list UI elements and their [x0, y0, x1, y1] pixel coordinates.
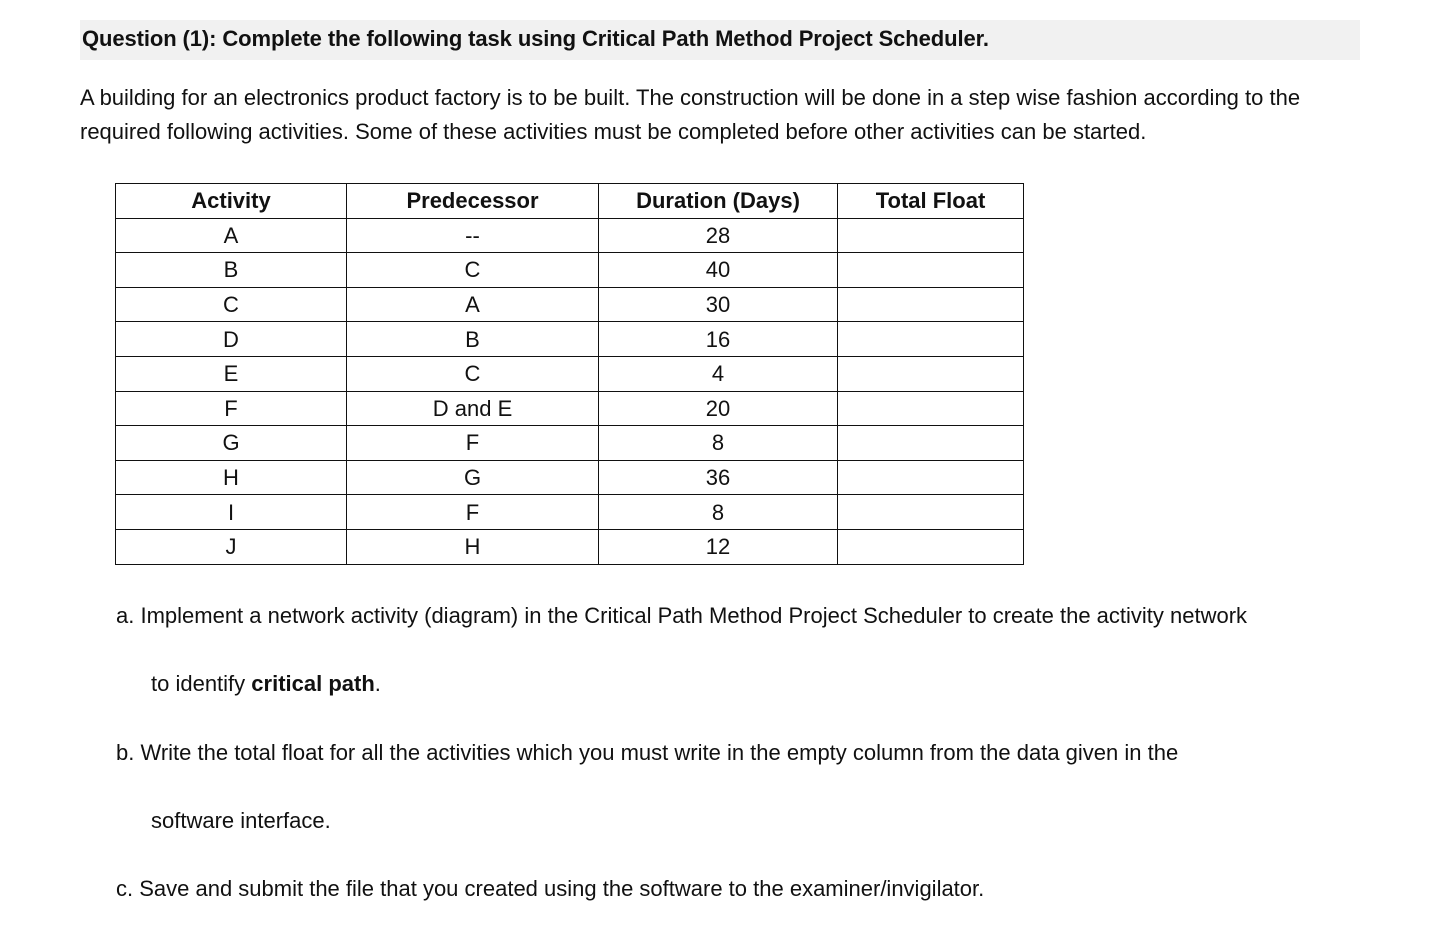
cell-total-float	[838, 460, 1024, 495]
cell-total-float	[838, 322, 1024, 357]
cell-total-float	[838, 529, 1024, 564]
cell-activity: B	[116, 253, 347, 288]
cell-activity: J	[116, 529, 347, 564]
cell-predecessor: C	[347, 253, 599, 288]
cell-total-float	[838, 253, 1024, 288]
cell-predecessor: C	[347, 356, 599, 391]
task-b-continuation: software interface.	[151, 808, 331, 833]
cell-activity: I	[116, 495, 347, 530]
task-a-prefix: to identify	[151, 671, 252, 696]
table-row	[116, 218, 1024, 253]
cell-predecessor: F	[347, 426, 599, 461]
cell-activity: A	[116, 218, 347, 253]
cell-activity: E	[116, 356, 347, 391]
cell-total-float	[838, 287, 1024, 322]
table-row	[116, 426, 1024, 461]
cell-predecessor: G	[347, 460, 599, 495]
header-activity: Activity	[116, 184, 347, 219]
header-duration: Duration (Days)	[599, 184, 838, 219]
cell-duration: 8	[599, 495, 838, 530]
cell-duration: 30	[599, 287, 838, 322]
cell-duration: 20	[599, 391, 838, 426]
header-predecessor: Predecessor	[347, 184, 599, 219]
table-header-row	[116, 184, 1024, 219]
cell-duration: 16	[599, 322, 838, 357]
table-row	[116, 356, 1024, 391]
cell-predecessor: F	[347, 495, 599, 530]
task-a-continuation	[151, 671, 381, 697]
cell-predecessor: --	[347, 218, 599, 253]
table-row	[116, 287, 1024, 322]
header-total-float: Total Float	[838, 184, 1024, 219]
cell-duration: 40	[599, 253, 838, 288]
cell-activity: C	[116, 287, 347, 322]
table-row	[116, 460, 1024, 495]
cell-total-float	[838, 218, 1024, 253]
task-c: c. Save and submit the file that you created using the software to the examiner/invigilator.	[116, 876, 985, 901]
intro-paragraph: A building for an electronics product factory is to be built. The construction will be done in a step wise fashion according to the required following activities. Some of these activities must be completed before other activities can be started.	[80, 85, 1301, 144]
cell-activity: F	[116, 391, 347, 426]
cell-duration: 8	[599, 426, 838, 461]
cell-duration: 36	[599, 460, 838, 495]
cell-duration: 4	[599, 356, 838, 391]
cell-activity: D	[116, 322, 347, 357]
question-banner	[80, 20, 1360, 60]
cell-predecessor: B	[347, 322, 599, 357]
cell-predecessor: H	[347, 529, 599, 564]
critical-path-emphasis: critical path	[251, 671, 375, 696]
cell-total-float	[838, 495, 1024, 530]
cell-duration: 28	[599, 218, 838, 253]
cell-activity: H	[116, 460, 347, 495]
cell-total-float	[838, 426, 1024, 461]
table-row	[116, 253, 1024, 288]
table-row	[116, 529, 1024, 564]
cell-total-float	[838, 356, 1024, 391]
task-b: b. Write the total float for all the activities which you must write in the empty column from the data given in the	[116, 740, 1179, 765]
cell-activity: G	[116, 426, 347, 461]
cell-total-float	[838, 391, 1024, 426]
task-a-suffix: .	[374, 671, 381, 696]
cell-duration: 12	[599, 529, 838, 564]
question-title: Question (1): Complete the following task using Critical Path Method Project Scheduler.	[82, 26, 989, 51]
table-row	[116, 495, 1024, 530]
cell-predecessor: D and E	[347, 391, 599, 426]
table-row	[116, 322, 1024, 357]
cell-predecessor: A	[347, 287, 599, 322]
activity-table	[115, 183, 1024, 565]
table-body	[116, 218, 1024, 564]
task-a: a. Implement a network activity (diagram) in the Critical Path Method Project Scheduler to create the activity network	[116, 603, 1248, 628]
table-row	[116, 391, 1024, 426]
